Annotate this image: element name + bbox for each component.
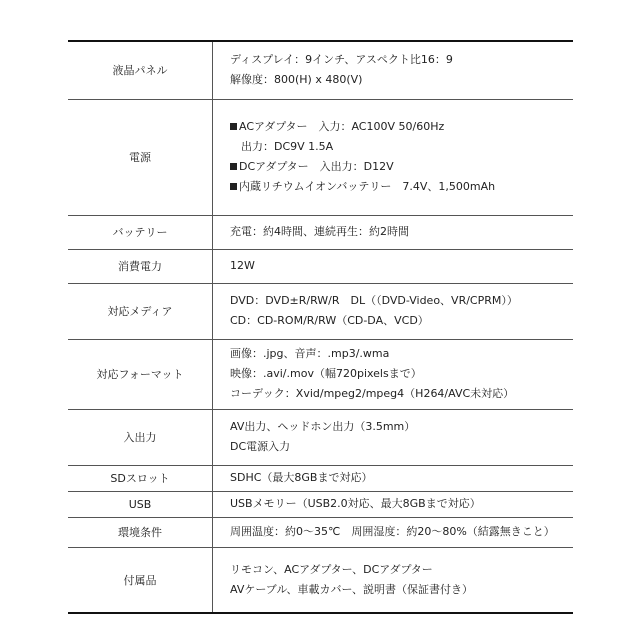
spec-value-line xyxy=(230,70,573,90)
spec-label: USB xyxy=(68,491,213,517)
spec-label: 対応フォーマット xyxy=(68,339,213,409)
spec-value xyxy=(213,41,574,99)
spec-value-text: 内蔵リチウムイオンバッテリー 7.4V、1,500mAh xyxy=(239,180,496,193)
spec-value-line xyxy=(230,522,573,542)
spec-row xyxy=(68,517,573,547)
spec-label: 入出力 xyxy=(68,409,213,465)
spec-label: 液晶パネル xyxy=(68,41,213,99)
spec-table xyxy=(68,40,573,614)
spec-value-text: DC電源入力 xyxy=(230,440,291,453)
spec-value-text: リモコン、ACアダプター、DCアダプター xyxy=(230,562,433,576)
spec-row xyxy=(68,339,573,409)
spec-value xyxy=(213,409,574,465)
spec-row xyxy=(68,547,573,613)
spec-value-line xyxy=(230,344,573,364)
spec-value xyxy=(213,215,574,249)
spec-row xyxy=(68,491,573,517)
spec-row xyxy=(68,41,573,99)
spec-value-text: ACアダプター 入力：AC100V 50/60Hz xyxy=(239,120,445,133)
spec-row xyxy=(68,249,573,283)
spec-value-text: DVD：DVD±R/RW/R DL（（DVD-Video、VR/CPRM）） xyxy=(230,294,518,307)
spec-value xyxy=(213,491,574,517)
square-bullet-icon xyxy=(230,183,237,190)
spec-value-line xyxy=(230,311,573,331)
spec-value-text: CD：CD-ROM/R/RW（CD-DA、VCD） xyxy=(230,314,429,327)
spec-value xyxy=(213,339,574,409)
spec-row xyxy=(68,215,573,249)
spec-value-line xyxy=(230,494,573,514)
spec-value-line xyxy=(230,157,573,177)
spec-row xyxy=(68,465,573,491)
spec-value-line xyxy=(230,468,573,488)
spec-value-line xyxy=(230,560,573,580)
spec-row xyxy=(68,283,573,339)
spec-label: バッテリー xyxy=(68,215,213,249)
spec-value-line xyxy=(230,417,573,437)
spec-value-line xyxy=(230,50,573,70)
spec-value xyxy=(213,249,574,283)
spec-label: 消費電力 xyxy=(68,249,213,283)
spec-value-line xyxy=(230,137,573,157)
spec-value-line xyxy=(230,291,573,311)
spec-value-line xyxy=(230,437,573,457)
spec-value-text: 画像：.jpg、音声：.mp3/.wma xyxy=(230,347,390,360)
spec-value-text: SDHC（最大8GBまで対応） xyxy=(230,471,373,484)
spec-label: 対応メディア xyxy=(68,283,213,339)
spec-value-text: 12W xyxy=(230,259,255,272)
square-bullet-icon xyxy=(230,163,237,170)
spec-value-line xyxy=(230,384,573,404)
spec-value-text: 周囲温度：約0～35℃ 周囲湿度：約20～80%（結露無きこと） xyxy=(230,525,555,538)
spec-value xyxy=(213,465,574,491)
spec-table-body xyxy=(68,41,573,613)
spec-label: 付属品 xyxy=(68,547,213,613)
spec-value-text: DCアダプター 入出力：D12V xyxy=(239,160,394,173)
spec-value-text: AVケーブル、車載カバー、説明書（保証書付き） xyxy=(230,582,474,596)
spec-value-line xyxy=(230,256,573,276)
spec-value xyxy=(213,517,574,547)
spec-value-text: コーデック：Xvid/mpeg2/mpeg4（H264/AVC未対応） xyxy=(230,387,515,400)
spec-value-line xyxy=(230,364,573,384)
spec-value-text: 出力：DC9V 1.5A xyxy=(241,140,334,153)
spec-value-line xyxy=(230,117,573,137)
spec-value-text: AV出力、ヘッドホン出力（3.5mm） xyxy=(230,420,416,433)
spec-value-line xyxy=(230,580,573,600)
spec-label: 電源 xyxy=(68,99,213,215)
spec-value-line xyxy=(230,177,573,197)
spec-value-text: USBメモリー（USB2.0対応、最大8GBまで対応） xyxy=(230,497,481,510)
spec-row xyxy=(68,99,573,215)
spec-value-text: ディスプレイ：9インチ、アスペクト比16：9 xyxy=(230,53,453,67)
spec-value-line xyxy=(230,222,573,242)
square-bullet-icon xyxy=(230,123,237,130)
spec-label: SDスロット xyxy=(68,465,213,491)
spec-value xyxy=(213,547,574,613)
spec-value-text: 充電：約4時間、連続再生：約2時間 xyxy=(230,225,409,238)
spec-label: 環境条件 xyxy=(68,517,213,547)
spec-row xyxy=(68,409,573,465)
spec-value-text: 映像：.avi/.mov（幅720pixelsまで） xyxy=(230,367,422,380)
spec-value xyxy=(213,99,574,215)
spec-value-text: 解像度：800(H) x 480(V) xyxy=(230,73,363,87)
spec-value xyxy=(213,283,574,339)
